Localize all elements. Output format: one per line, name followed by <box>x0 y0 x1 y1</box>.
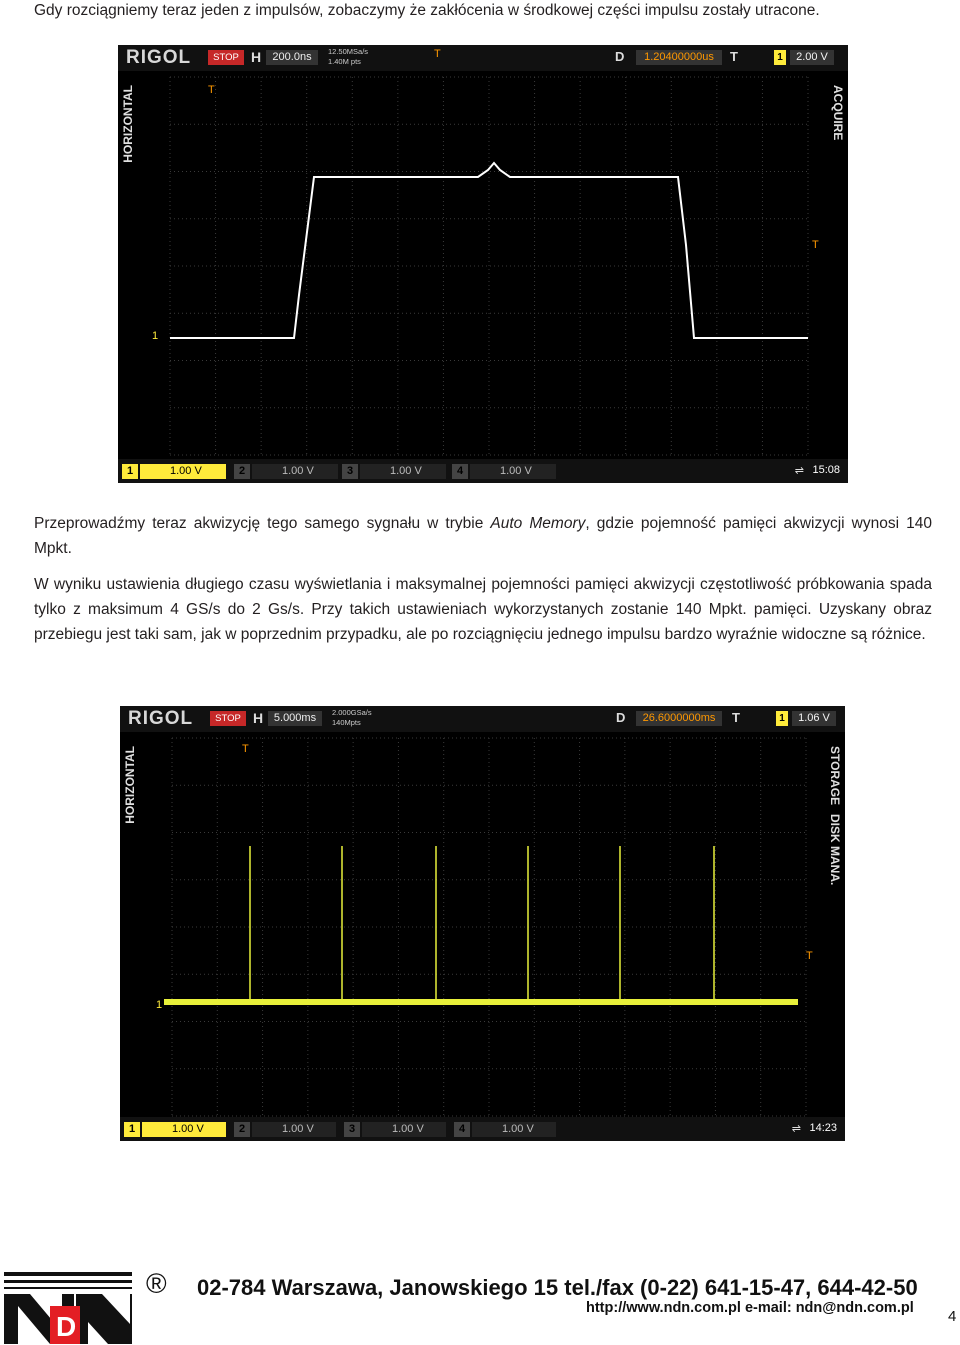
graticule <box>172 738 806 1116</box>
horizontal-label: H <box>251 49 262 65</box>
trigger-position-marker: T <box>208 84 215 96</box>
ndn-logo <box>4 1272 132 1344</box>
memory-depth-value: 1.40M pts <box>328 57 361 66</box>
trigger-level-value: 2.00 V <box>790 50 834 65</box>
memory-depth-value: 140Mpts <box>332 718 361 727</box>
trigger-label: T <box>732 710 740 725</box>
run-status-badge: STOP <box>210 711 246 726</box>
horizontal-side-label: HORIZONTAL <box>121 85 135 163</box>
ch1-scale[interactable]: 1.00 V <box>140 464 226 479</box>
trigger-level-value: 1.06 V <box>792 711 836 726</box>
timebase-value: 5.000ms <box>268 711 322 726</box>
delay-label: D <box>615 49 625 64</box>
waveform-grid-1 <box>118 45 848 483</box>
registered-mark: ® <box>146 1268 167 1299</box>
timebase-value: 200.0ns <box>266 50 318 65</box>
ch3-number[interactable]: 3 <box>344 1122 360 1137</box>
auto-memory-term: Auto Memory <box>490 515 586 532</box>
clock: 14:23 <box>809 1122 837 1134</box>
channel-status-bar <box>120 1117 845 1141</box>
baseline-trace <box>164 999 798 1005</box>
ch3-number[interactable]: 3 <box>342 464 358 479</box>
pulse-train <box>250 846 714 1002</box>
oscilloscope-screenshot-2 <box>120 706 845 1141</box>
ch3-scale[interactable]: 1.00 V <box>362 1122 446 1137</box>
svg-text:D: D <box>56 1311 77 1342</box>
delay-value: 26.6000000ms <box>636 711 722 726</box>
ch4-scale[interactable]: 1.00 V <box>472 1122 556 1137</box>
ch2-number[interactable]: 2 <box>234 1122 250 1137</box>
ch2-scale[interactable]: 1.00 V <box>252 1122 336 1137</box>
ch2-scale[interactable]: 1.00 V <box>252 464 338 479</box>
oscilloscope-screenshot-1 <box>118 45 848 483</box>
acquire-side-label: ACQUIRE <box>831 85 845 141</box>
trigger-position-marker: T <box>242 743 249 755</box>
intro-text: Gdy rozciągniemy teraz jeden z impulsów, zobaczymy że zakłócenia w środkowej części impulsu zostały utracone. <box>34 2 820 19</box>
sample-rate-value: 2.000GSa/s <box>332 708 372 717</box>
usb-icon: ⇌ <box>794 465 804 477</box>
ch3-scale[interactable]: 1.00 V <box>360 464 446 479</box>
ch1-scale[interactable]: 1.00 V <box>142 1122 226 1137</box>
ch1-ground-marker: 1 <box>152 330 159 342</box>
storage-side-label: STORAGE <box>828 746 842 806</box>
sample-rate-value: 12.50MSa/s <box>328 47 369 56</box>
usb-icon: ⇌ <box>791 1123 801 1135</box>
horizontal-position-marker: T <box>434 48 441 60</box>
disk-manager-side-label: DISK MANA. <box>828 814 842 886</box>
trigger-level-marker: T <box>812 239 819 251</box>
ch1-ground-marker: 1 <box>156 999 163 1011</box>
ch1-number[interactable]: 1 <box>122 464 138 479</box>
ch2-number[interactable]: 2 <box>234 464 250 479</box>
run-status-badge: STOP <box>208 50 244 65</box>
rigol-logo: RIGOL <box>128 708 194 729</box>
ch4-number[interactable]: 4 <box>452 464 468 479</box>
ch4-scale[interactable]: 1.00 V <box>470 464 556 479</box>
clock: 15:08 <box>812 464 840 476</box>
graticule <box>170 77 808 455</box>
channel-status-bar <box>118 459 848 483</box>
para2-text-b: , gdzie pojemność pamięci akwizycji wynosi 140 Mpkt. <box>34 515 933 557</box>
horizontal-side-label: HORIZONTAL <box>123 746 137 824</box>
paragraph-results: W wyniku ustawienia długiego czasu wyświetlania i maksymalnej pojemności pamięci akwizycji częstotliwość próbkowania spada tylko z maksimum 4 GS/s do 2 Gs/s. Przy takich ustawieniach wykorzystanych zostanie 140 Mpkt. pamięci. Uzyskany obraz przebiegu jest taki sam, jak w poprzednim przypadku, ale po rozciągnięciu jednego impulsu bardzo wyraźnie widoczne są różnice. <box>34 576 932 643</box>
delay-label: D <box>616 710 626 725</box>
ch1-number[interactable]: 1 <box>124 1122 140 1137</box>
waveform-grid-2 <box>120 706 845 1141</box>
horizontal-label: H <box>253 710 264 726</box>
footer-contact: http://www.ndn.com.pl e-mail: ndn@ndn.com.pl <box>586 1300 914 1316</box>
page-number: 4 <box>948 1308 957 1325</box>
trigger-label: T <box>730 49 738 64</box>
paragraph-auto-memory <box>34 511 932 561</box>
delay-value: 1.20400000us <box>636 50 722 65</box>
trigger-source-badge: 1 <box>774 50 786 65</box>
trigger-level-marker: T <box>806 950 813 962</box>
para2-text-a: Przeprowadźmy teraz akwizycję tego samego sygnału w trybie <box>34 515 491 532</box>
trigger-source-badge: 1 <box>776 711 788 726</box>
ch4-number[interactable]: 4 <box>454 1122 470 1137</box>
footer-address: 02-784 Warszawa, Janowskiego 15 tel./fax (0-22) 641-15-47, 644-42-50 <box>197 1275 918 1300</box>
rigol-logo: RIGOL <box>126 47 192 68</box>
